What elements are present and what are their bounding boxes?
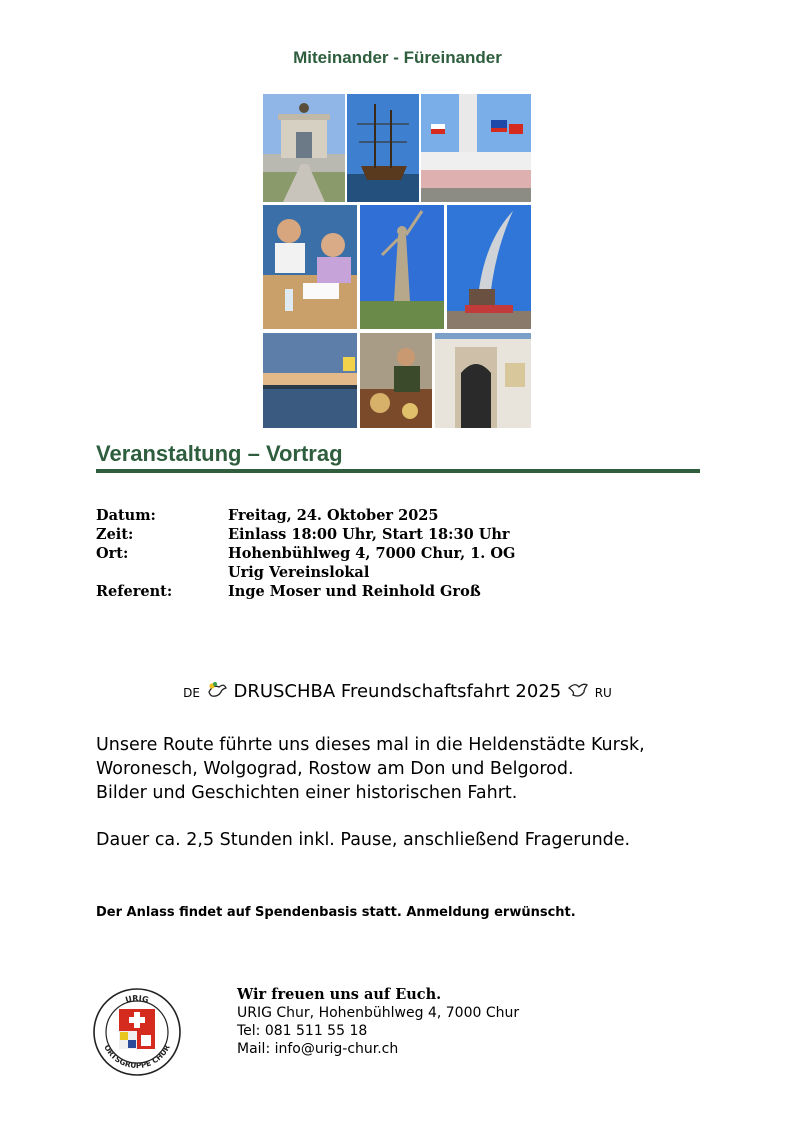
trip-title: DRUSCHBA Freundschaftsfahrt 2025 — [233, 681, 562, 702]
photo-ornate-gate — [435, 333, 531, 428]
photo-motherland-statue — [360, 205, 444, 329]
description-line: Bilder und Geschichten einer historischen Fahrt. — [96, 783, 518, 803]
detail-label-place: Ort: — [96, 545, 129, 562]
detail-value-place: Hohenbühlweg 4, 7000 Chur, 1. OG — [228, 545, 516, 562]
urig-logo — [92, 987, 182, 1077]
contact-mail: Mail: info@urig-chur.ch — [237, 1041, 399, 1057]
event-heading: Veranstaltung – Vortrag — [96, 441, 343, 466]
photo-cooking-feast — [360, 333, 432, 428]
greeting: Wir freuen uns auf Euch. — [237, 986, 442, 1003]
contact-address: URIG Chur, Hohenbühlweg 4, 7000 Chur — [237, 1005, 520, 1021]
photo-collage — [263, 94, 531, 428]
detail-value-date: Freitag, 24. Oktober 2025 — [228, 507, 439, 524]
trip-description — [96, 733, 645, 805]
photo-monument-spire — [447, 205, 531, 329]
trip-prefix: DE — [183, 686, 200, 700]
contact-block — [237, 986, 519, 1058]
photo-river-sunset — [263, 333, 357, 428]
dove-flower-icon — [206, 680, 228, 705]
trip-suffix: RU — [594, 686, 612, 700]
detail-value-time: Einlass 18:00 Uhr, Start 18:30 Uhr — [228, 526, 510, 543]
detail-value-speaker: Inge Moser und Reinhold Groß — [228, 583, 481, 600]
dove-icon — [567, 680, 589, 705]
photo-group-with-flags — [421, 94, 531, 202]
trip-title-line — [0, 680, 795, 705]
detail-value-venue: Urig Vereinslokal — [228, 564, 370, 581]
page-motto: Miteinander - Füreinander — [293, 48, 502, 67]
heading-underline — [96, 469, 700, 473]
photo-sailing-ship — [347, 94, 419, 202]
duration-text: Dauer ca. 2,5 Stunden inkl. Pause, anschließend Fragerunde. — [96, 830, 631, 850]
logo-top-text: URIG — [124, 993, 150, 1005]
detail-label-speaker: Referent: — [96, 583, 173, 600]
logo-ring-text: ORTSGRUPPE CHUR — [102, 1043, 172, 1071]
donation-note: Der Anlass findet auf Spendenbasis statt. Anmeldung erwünscht. — [96, 905, 576, 920]
description-line: Woronesch, Wolgograd, Rostow am Don und Belgorod. — [96, 759, 574, 779]
photo-women-at-table — [263, 205, 357, 329]
detail-label-date: Datum: — [96, 507, 156, 524]
contact-phone: Tel: 081 511 55 18 — [237, 1023, 368, 1039]
photo-triumphal-arch — [263, 94, 345, 202]
description-line: Unsere Route führte uns dieses mal in die Heldenstädte Kursk, — [96, 735, 645, 755]
detail-label-time: Zeit: — [96, 526, 134, 543]
